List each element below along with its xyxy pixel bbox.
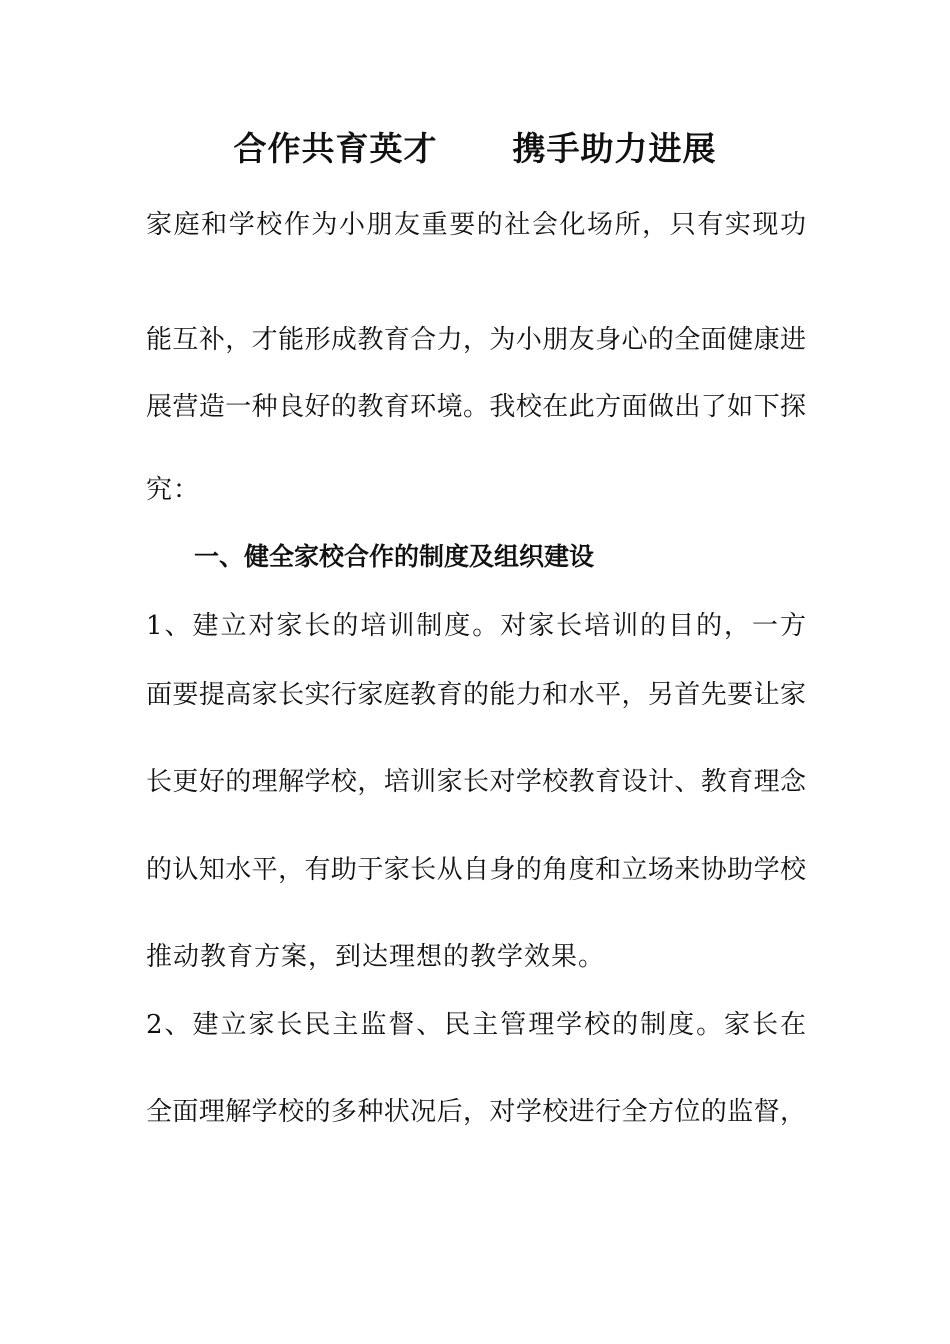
intro-line-1: 家庭和学校作为小朋友重要的社会化场所，只有实现功 — [146, 210, 806, 240]
item2-line-2: 全面理解学校的多种状况后，对学校进行全方位的监督， — [146, 1097, 806, 1127]
item1-line-4: 的认知水平，有助于家长从自身的角度和立场来协助学校 — [146, 855, 806, 885]
item1-line-3: 长更好的理解学校，培训家长对学校教育设计、教育理念 — [146, 767, 806, 797]
intro-line-3: 展营造一种良好的教育环境。我校在此方面做出了如下探 — [146, 392, 806, 422]
item1-line-5: 推动教育方案，到达理想的教学效果。 — [146, 942, 606, 972]
item2-line-1: 2、建立家长民主监督、民主管理学校的制度。家长在 — [146, 1010, 806, 1040]
intro-line-4: 究： — [146, 475, 201, 505]
section-heading: 一、健全家校合作的制度及组织建设 — [194, 542, 595, 571]
item1-line-1: 1、建立对家长的培训制度。对家长培训的目的，一方 — [146, 611, 806, 641]
intro-line-2: 能互补，才能形成教育合力，为小朋友身心的全面健康进 — [146, 325, 806, 355]
document-title: 合作共育英才 携手助力进展 — [233, 129, 717, 168]
item1-line-2: 面要提高家长实行家庭教育的能力和水平，另首先要让家 — [146, 680, 806, 710]
